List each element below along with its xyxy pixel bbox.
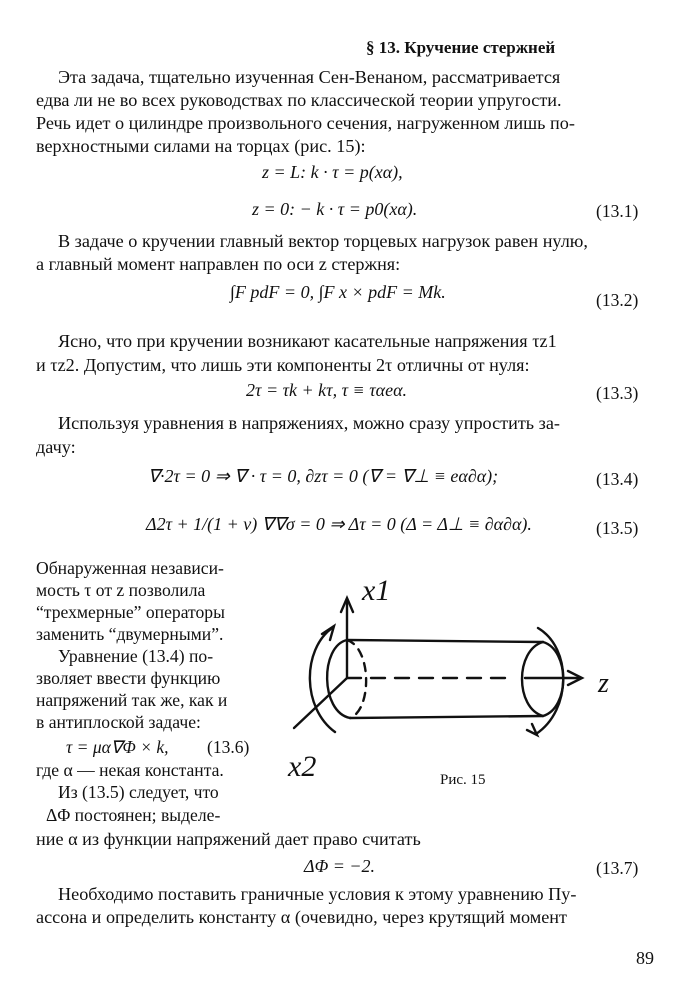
intro-line-2: едва ли не во всех руководствах по классической теории упругости. <box>36 90 562 110</box>
para3-line-1: Ясно, что при кручении возникают касательные напряжения τz1 <box>58 331 557 351</box>
cylinder-bottom-edge <box>350 716 543 718</box>
left-col-line-8: в антиплоской задаче: <box>36 712 201 732</box>
equation-13-6: τ = μα∇Φ × k, <box>66 737 169 757</box>
label-z: z <box>598 668 609 699</box>
section-title: § 13. Кручение стержней <box>366 38 556 57</box>
equation-13-4: ∇·2τ = 0 ⇒ ∇ · τ = 0, ∂zτ = 0 (∇ = ∇⊥ ≡ eα∂α); <box>148 466 499 486</box>
intro-line-1: Эта задача, тщательно изученная Сен-Венаном, рассматривается <box>58 67 561 87</box>
final-line-2: ассона и определить константу α (очевидно, через крутящий момент <box>36 907 567 927</box>
left-moment-arc <box>310 628 335 732</box>
left-moment-arrowhead <box>322 626 334 640</box>
para2-line-1: В задаче о кручении главный вектор торцевых нагрузок равен нулю, <box>58 231 588 251</box>
equation-number-13-3: (13.3) <box>596 383 639 403</box>
left-col-line-1: Обнаруженная независи- <box>36 558 224 578</box>
label-x1: x1 <box>362 574 391 607</box>
equation-13-7: ΔΦ = −2. <box>304 856 376 876</box>
para2-line-2: а главный момент направлен по оси z стержня: <box>36 254 401 274</box>
para4-line-2: дачу: <box>36 437 76 457</box>
label-x2: x2 <box>288 750 317 783</box>
intro-line-4: верхностными силами на торцах (рис. 15): <box>36 136 366 156</box>
left-col-line-2: мость τ от z позволила <box>36 580 206 600</box>
intro-line-3: Речь идет о цилиндре произвольного сечения, нагруженном лишь по- <box>36 113 575 133</box>
figure-15-cylinder <box>280 570 630 800</box>
equation-13-5: Δ2τ + 1/(1 + ν) ∇∇σ = 0 ⇒ Δτ = 0 (Δ = Δ⊥ ≡ ∂α∂α). <box>146 514 532 534</box>
x2-axis <box>294 678 347 728</box>
equation-13-1-b: z = 0: − k · τ = p0(xα). <box>252 199 418 219</box>
equation-number-13-5: (13.5) <box>596 518 639 538</box>
left-col-line-5: Уравнение (13.4) по- <box>58 646 214 666</box>
final-line-1: Необходимо поставить граничные условия к этому уравнению Пу- <box>58 884 577 904</box>
equation-number-13-1: (13.1) <box>596 201 639 221</box>
equation-13-2: ∫F pdF = 0, ∫F x × pdF = Mk. <box>230 282 446 302</box>
left-col-line-3: “трехмерные” операторы <box>36 602 225 622</box>
equation-13-1-a: z = L: k · τ = p(xα), <box>262 162 403 182</box>
equation-number-13-2: (13.2) <box>596 290 639 310</box>
left-col-line-4: заменить “двумерными”. <box>36 624 224 644</box>
equation-number-13-7: (13.7) <box>596 858 639 878</box>
right-moment-arrowhead <box>527 724 537 735</box>
para4-line-1: Используя уравнения в напряжениях, можно сразу упростить за- <box>58 413 560 433</box>
left-col-after-3: ΔΦ постоянен; выделе- <box>46 805 221 825</box>
left-col-line-7: напряжений так же, как и <box>36 690 228 710</box>
cylinder-top-edge <box>347 640 543 642</box>
figure-caption: Рис. 15 <box>440 772 486 788</box>
equation-number-13-6: (13.6) <box>207 737 250 757</box>
para-full-line: ние α из функции напряжений дает право считать <box>36 829 421 849</box>
left-col-line-6: зволяет ввести функцию <box>36 668 221 688</box>
para3-line-2: и τz2. Допустим, что лишь эти компоненты 2τ отличны от нуля: <box>36 355 530 375</box>
equation-number-13-4: (13.4) <box>596 469 639 489</box>
page-number: 89 <box>636 948 654 968</box>
left-col-after-2: Из (13.5) следует, что <box>58 782 219 802</box>
equation-13-3: 2τ = τk + kτ, τ ≡ ταeα. <box>246 380 408 400</box>
left-col-after-1: где α — некая константа. <box>36 760 224 780</box>
